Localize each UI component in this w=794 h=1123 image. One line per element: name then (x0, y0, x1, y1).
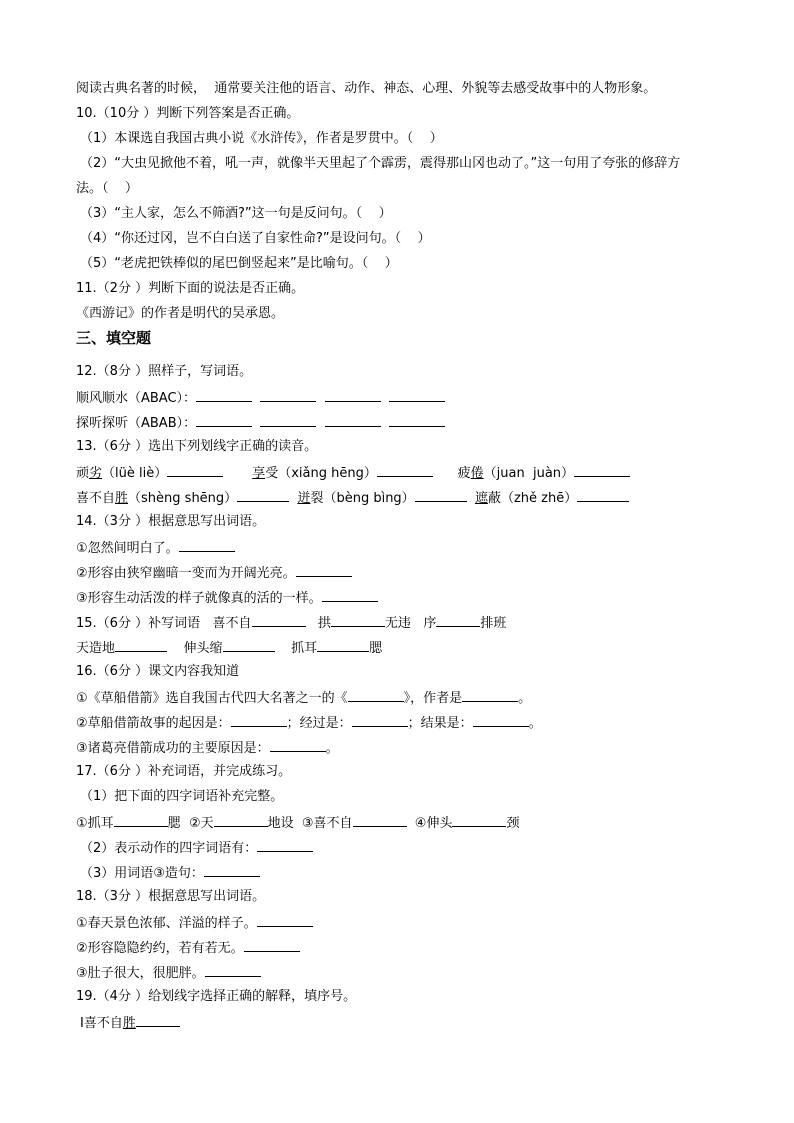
question-text: ②形容由狭窄幽暗一变而为开阔光亮。 (76, 566, 296, 581)
question-text: ②草船借箭故事的起因是： (76, 716, 231, 731)
answer-blank[interactable] (167, 463, 223, 477)
answer-blank[interactable] (331, 613, 385, 627)
answer-blank[interactable] (260, 413, 316, 427)
question-18-row-2 (76, 938, 300, 958)
question-10-item-4: （4）“你还过冈，岂不白白送了自家性命?”是设问句。（ ） (80, 231, 431, 246)
question-12-row-2 (76, 413, 445, 433)
answer-blank[interactable] (325, 413, 381, 427)
underlined-char: 倦 (470, 466, 484, 481)
question-text: 。 (528, 716, 542, 731)
question-17-sub-1: （1）把下面的四字词语补充完整。 (80, 789, 284, 804)
answer-blank[interactable] (237, 488, 289, 502)
question-14-row-2 (76, 563, 352, 583)
question-text: ②形容隐隐约约，若有若无。 (76, 941, 244, 956)
question-14-title: 14.（3分 ）根据意思写出词语。 (76, 514, 266, 529)
question-text: ③诸葛亮借箭成功的主要原因是： (76, 741, 270, 756)
question-13-row-1 (76, 463, 630, 483)
answer-blank[interactable] (257, 838, 313, 852)
answer-blank[interactable] (244, 938, 300, 952)
question-12-label-2: 探听探听（ABAB）： (76, 416, 197, 431)
pinyin-options: （juan juàn） (483, 466, 575, 481)
underlined-char: 劣 (89, 466, 103, 481)
answer-blank[interactable] (389, 388, 445, 402)
pinyin-options: （lüè liè） (102, 466, 168, 481)
answer-blank[interactable] (389, 413, 445, 427)
question-10-item-1: （1）本课选自我国古典小说《水浒传》，作者是罗贯中。（ ） (80, 131, 443, 146)
underlined-char: 迸 (297, 491, 311, 506)
answer-blank[interactable] (436, 613, 480, 627)
question-text: ①春天景色浓郁、洋溢的样子。 (76, 916, 257, 931)
answer-blank[interactable] (462, 688, 518, 702)
question-text: （2）表示动作的四字词语有： (80, 841, 258, 856)
answer-blank[interactable] (348, 688, 404, 702)
answer-blank[interactable] (260, 388, 316, 402)
word-text: 喜不自 (212, 616, 252, 631)
word-text: 颈 (506, 816, 520, 831)
question-16-row-2 (76, 713, 542, 733)
word-text: 喜不自 (76, 491, 116, 506)
answer-blank[interactable] (223, 638, 275, 652)
answer-blank[interactable] (574, 463, 630, 477)
answer-blank[interactable] (115, 638, 167, 652)
question-text: 》，作者是 (403, 691, 463, 706)
underlined-char: 胜 (122, 1016, 136, 1031)
word-text: 抓耳 (291, 641, 318, 656)
question-12-label-1: 顺风顺水（ABAC）： (76, 391, 197, 406)
question-13-row-2 (76, 488, 629, 508)
answer-blank[interactable] (231, 713, 287, 727)
question-15-row-1 (76, 613, 506, 633)
word-text: 地设 (267, 816, 294, 831)
word-text: 腮 (369, 641, 383, 656)
pinyin-options: 裂（bèng bìng） (310, 491, 415, 506)
word-text: ③喜不自 (301, 816, 353, 831)
answer-blank[interactable] (415, 488, 467, 502)
question-text: ①忽然间明白了。 (76, 541, 179, 556)
question-18-row-1 (76, 913, 313, 933)
word-text: 疲 (457, 466, 471, 481)
answer-blank[interactable] (296, 563, 352, 577)
word-text: 顽 (76, 466, 90, 481)
answer-blank[interactable] (214, 813, 268, 827)
word-text: 天造地 (76, 641, 116, 656)
question-17-row-3 (80, 863, 260, 883)
word-text: 无违 (384, 616, 411, 631)
answer-blank[interactable] (325, 388, 381, 402)
question-13-title: 13.（6分 ）选出下列划线字正确的读音。 (76, 439, 318, 454)
section-heading: 三、填空题 (76, 329, 152, 347)
question-17-row-2 (80, 838, 313, 858)
answer-blank[interactable] (317, 638, 369, 652)
answer-blank[interactable] (257, 913, 313, 927)
question-11-title: 11.（2分 ）判断下面的说法是否正确。 (76, 281, 305, 296)
question-17-title: 17.（6分 ）补充词语，并完成练习。 (76, 764, 292, 779)
underlined-char: 胜 (115, 491, 129, 506)
question-14-row-3 (76, 588, 378, 608)
word-text: 序 (423, 616, 437, 631)
question-19-row-1 (80, 1013, 180, 1033)
question-text: （3）用词语③造句： (80, 866, 204, 881)
question-10-item-3: （3）“主人家，怎么不筛酒?”这一句是反问句。（ ） (80, 206, 392, 221)
word-text: 拱 (317, 616, 331, 631)
question-18-title: 18.（3分 ）根据意思写出词语。 (76, 889, 266, 904)
question-16-title: 16.（6分 ）课文内容我知道 (76, 664, 240, 679)
pinyin-options: （shèng shēng） (128, 491, 238, 506)
answer-blank[interactable] (196, 413, 252, 427)
word-text: Ⅰ喜不自 (80, 1016, 123, 1031)
answer-blank[interactable] (270, 738, 326, 752)
answer-blank[interactable] (452, 813, 506, 827)
question-text: ③形容生动活泼的样子就像真的活的一样。 (76, 591, 322, 606)
answer-blank[interactable] (473, 713, 529, 727)
question-16-row-1 (76, 688, 531, 708)
word-text: 排班 (480, 616, 507, 631)
answer-blank[interactable] (252, 613, 306, 627)
question-10-item-2b: 法。（ ） (76, 181, 139, 196)
answer-blank[interactable] (577, 488, 629, 502)
question-19-title: 19.（4分 ）给划线字选择正确的解释，填序号。 (76, 989, 357, 1004)
answer-blank[interactable] (353, 813, 407, 827)
question-10-item-5: （5）“老虎把铁棒似的尾巴倒竖起来”是比喻句。（ ） (80, 256, 398, 271)
question-text: ③肚子很大，很肥胖。 (76, 966, 205, 981)
question-text: 。 (518, 691, 532, 706)
question-15-title: 15.（6分 ）补写词语 (76, 616, 201, 631)
pinyin-options: 蔽（zhě zhē） (487, 491, 578, 506)
answer-blank[interactable] (352, 713, 408, 727)
question-text: ①《草船借箭》选自我国古代四大名著之一的《 (76, 691, 348, 706)
question-text: ；经过是： (286, 716, 352, 731)
answer-blank[interactable] (114, 813, 168, 827)
question-15-row-2 (76, 638, 382, 658)
question-17-row-1 (76, 813, 519, 833)
underlined-char: 遮 (474, 491, 488, 506)
question-10-item-2a: （2）“大虫见掀他不着，吼一声，就像半天里起了个霹雳，震得那山冈也动了。”这一句用了夸张的修辞方 (80, 156, 681, 171)
pinyin-options: 受（xiǎng hēng） (265, 466, 377, 481)
question-11-item: 《西游记》的作者是明代的吴承恩。 (76, 306, 285, 321)
word-text: ④伸头 (414, 816, 453, 831)
question-18-row-3 (76, 963, 261, 983)
question-16-row-3 (76, 738, 339, 758)
word-text: ①抓耳 (76, 816, 114, 831)
answer-blank[interactable] (377, 463, 433, 477)
question-text: 。 (325, 741, 339, 756)
question-text: ；结果是： (407, 716, 473, 731)
word-text: 伸头缩 (183, 641, 223, 656)
answer-blank[interactable] (136, 1013, 180, 1027)
question-12-title: 12.（8分 ）照样子，写词语。 (76, 364, 253, 379)
underlined-char: 享 (252, 466, 266, 481)
intro-text: 阅读古典名著的时候， 通常要关注他的语言、动作、神态、心理、外貌等去感受故事中的人物形象。 (76, 81, 657, 96)
question-14-row-1 (76, 538, 235, 558)
question-10-title: 10.（10分 ）判断下列答案是否正确。 (76, 106, 300, 121)
answer-blank[interactable] (196, 388, 252, 402)
answer-blank[interactable] (204, 863, 260, 877)
answer-blank[interactable] (322, 588, 378, 602)
answer-blank[interactable] (205, 963, 261, 977)
answer-blank[interactable] (179, 538, 235, 552)
word-text: 腮 (167, 816, 181, 831)
word-text: ②天 (188, 816, 214, 831)
question-12-row-1 (76, 388, 445, 408)
